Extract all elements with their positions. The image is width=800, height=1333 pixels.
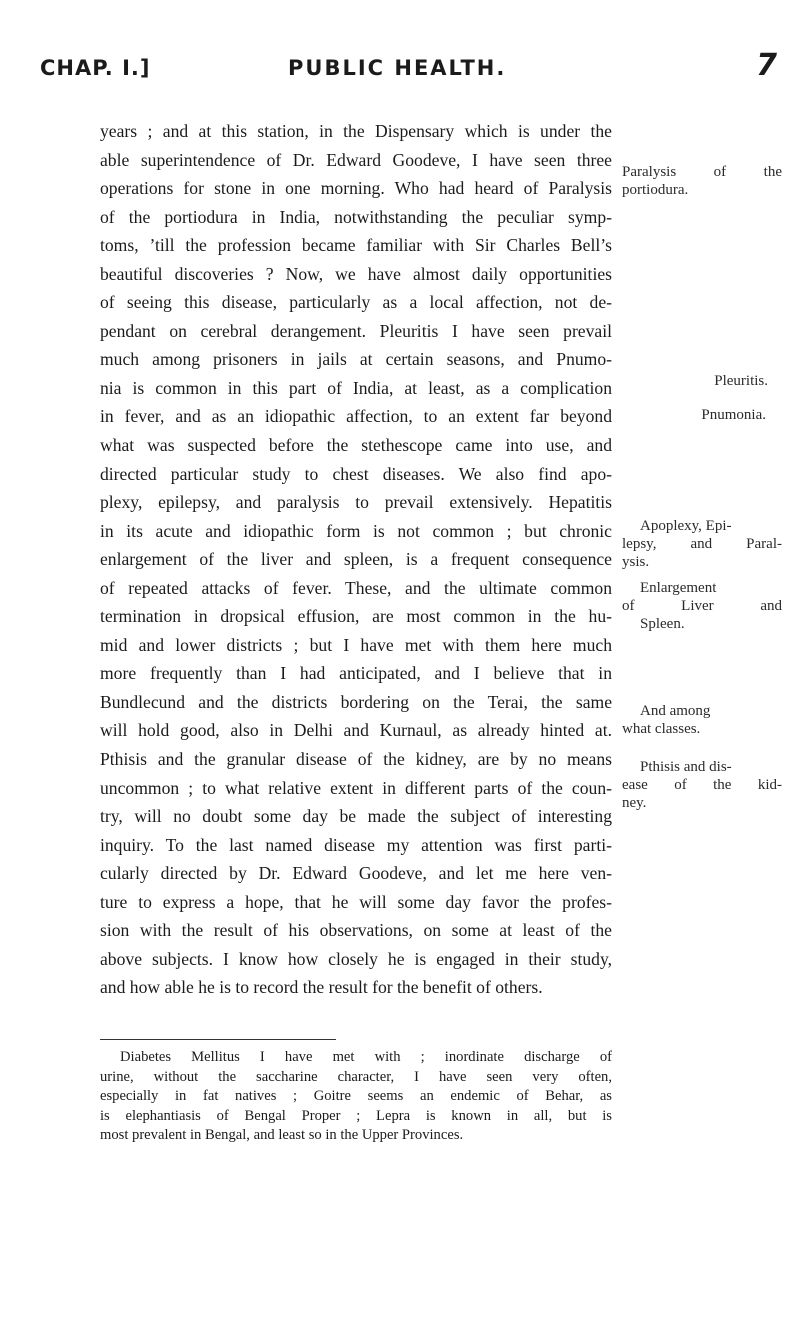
margin-note-pleuritis [622, 372, 782, 390]
text-line: nia is common in this part of India, at least, as a complication [100, 377, 612, 398]
main-text [100, 117, 612, 1002]
text-line: in fever, and as an idiopathic affection, to an extent far beyond [100, 406, 612, 427]
chapter-label: CHAP. I.] [40, 56, 151, 80]
margin-note-line: Spleen. [640, 616, 685, 632]
margin-note-line: portiodura. [622, 182, 689, 198]
margin-note-line: lepsy, and Paral- [622, 536, 782, 552]
text-line: and how able he is to record the result for the benefit of others. [100, 977, 543, 998]
text-line: toms, ’till the profession became familiar with Sir Charles Bell’s [100, 235, 612, 256]
margin-note-apoplexy [622, 517, 782, 571]
text-line: will hold good, also in Delhi and Kurnaul, as already hinted at. [100, 720, 612, 741]
margin-note-among-classes [622, 702, 782, 738]
text-line: beautiful discoveries ? Now, we have almost daily opportunities [100, 263, 612, 284]
running-header [40, 48, 782, 92]
margin-note-pnumonia [622, 406, 782, 424]
footnote-line: most prevalent in Bengal, and least so in the Upper Provinces. [100, 1127, 464, 1143]
text-line: operations for stone in one morning. Who had heard of Paralysis [100, 178, 612, 199]
text-line: mid and lower districts ; but I have met with them here much [100, 634, 612, 655]
text-line: directed particular study to chest diseases. We also find apo- [100, 463, 612, 484]
text-line: uncommon ; to what relative extent in different parts of the coun- [100, 777, 612, 798]
margin-note-line: Pnumonia. [701, 407, 766, 423]
footnote-line: is elephantiasis of Bengal Proper ; Lepra is known in all, but is [100, 1107, 612, 1124]
footnote-line: especially in fat natives ; Goitre seems an endemic of Behar, as [100, 1088, 612, 1104]
margin-note-pthisis [622, 758, 782, 812]
margin-note-line: And among [640, 703, 711, 719]
text-line: pendant on cerebral derangement. Pleuritis I have seen prevail [100, 320, 612, 341]
margin-note-line: what classes. [622, 721, 701, 737]
text-line: plexy, epilepsy, and paralysis to prevail extensively. Hepatitis [100, 492, 612, 513]
margin-note-line: ney. [622, 795, 647, 811]
text-line: much among prisoners in jails at certain seasons, and Pnumo- [100, 349, 612, 370]
footnote-line: urine, without the saccharine character, I have seen very often, [100, 1068, 612, 1085]
text-line: able superintendence of Dr. Edward Goodeve, I have seen three [100, 149, 612, 170]
margin-note-line: ease of the kid- [622, 777, 782, 793]
text-line: termination in dropsical effusion, are most common in the hu- [100, 606, 612, 627]
footnote-divider [100, 1039, 336, 1040]
text-line: what was suspected before the stethescope came into use, and [100, 435, 612, 456]
text-line: enlargement of the liver and spleen, is a frequent consequence [100, 549, 612, 570]
running-title: PUBLIC HEALTH. [288, 56, 507, 80]
text-line: of repeated attacks of fever. These, and the ultimate common [100, 577, 612, 598]
text-line: Pthisis and the granular disease of the kidney, are by no means [100, 749, 612, 770]
margin-note-line: of Liver and [622, 598, 782, 614]
text-line: above subjects. I know how closely he is engaged in their study, [100, 948, 612, 969]
footnote [100, 1048, 612, 1146]
margin-note-line: ysis. [622, 554, 650, 570]
margin-note-paralysis [622, 163, 782, 199]
text-line: more frequently than I had anticipated, and I believe that in [100, 663, 612, 684]
text-line: of the portiodura in India, notwithstanding the peculiar symp- [100, 206, 612, 227]
text-line: years ; and at this station, in the Dispensary which is under the [100, 121, 612, 141]
text-line: ture to express a hope, that he will some day favor the profes- [100, 891, 612, 912]
margin-note-enlargement [622, 579, 782, 633]
margin-note-line: Pthisis and dis- [640, 759, 732, 775]
text-line: of seeing this disease, particularly as a local affection, not de- [100, 292, 612, 313]
text-line: sion with the result of his observations, on some at least of the [100, 920, 612, 941]
text-line: try, will no doubt some day be made the subject of interesting [100, 806, 612, 827]
footnote-line: Diabetes Mellitus I have met with ; inordinate discharge of [120, 1049, 612, 1065]
text-line: cularly directed by Dr. Edward Goodeve, and let me here ven- [100, 863, 612, 884]
text-line: inquiry. To the last named disease my attention was first parti- [100, 834, 612, 855]
margin-note-line: Pleuritis. [714, 373, 768, 389]
text-line: Bundlecund and the districts bordering on the Terai, the same [100, 691, 612, 712]
text-line: in its acute and idiopathic form is not common ; but chronic [100, 520, 612, 541]
margin-note-line: Paralysis of the [622, 164, 782, 180]
page-number: 7 [756, 48, 778, 83]
margin-note-line: Apoplexy, Epi- [640, 518, 732, 534]
margin-note-line: Enlargement [640, 580, 717, 596]
